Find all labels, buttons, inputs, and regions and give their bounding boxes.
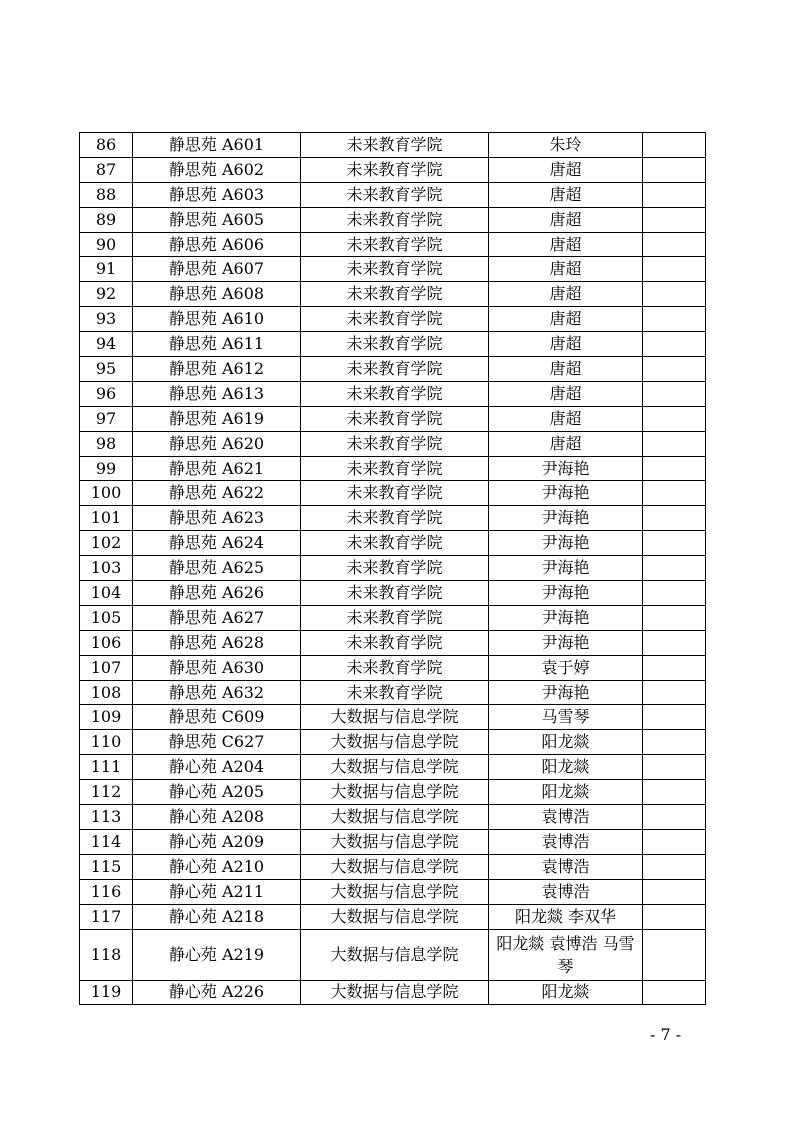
row-number-cell: 115 xyxy=(80,854,133,879)
table-row xyxy=(80,232,706,257)
roster-table xyxy=(79,132,706,1005)
person-cell: 朱玲 xyxy=(489,133,643,158)
row-number-cell: 89 xyxy=(80,207,133,232)
college-cell: 大数据与信息学院 xyxy=(301,780,489,805)
room-cell: 静思苑 A630 xyxy=(133,655,301,680)
room-cell: 静思苑 A620 xyxy=(133,431,301,456)
person-cell: 阳龙燚 xyxy=(489,780,643,805)
college-cell: 未来教育学院 xyxy=(301,556,489,581)
row-number-cell: 96 xyxy=(80,381,133,406)
person-cell: 袁于婷 xyxy=(489,655,643,680)
row-number-cell: 98 xyxy=(80,431,133,456)
note-cell xyxy=(643,282,706,307)
college-cell: 大数据与信息学院 xyxy=(301,730,489,755)
room-cell: 静思苑 A608 xyxy=(133,282,301,307)
person-cell: 尹海艳 xyxy=(489,506,643,531)
table-row xyxy=(80,332,706,357)
row-number-cell: 99 xyxy=(80,456,133,481)
row-number-cell: 90 xyxy=(80,232,133,257)
room-cell: 静思苑 A606 xyxy=(133,232,301,257)
person-cell: 袁博浩 xyxy=(489,829,643,854)
person-cell: 尹海艳 xyxy=(489,581,643,606)
room-cell: 静思苑 A610 xyxy=(133,307,301,332)
person-cell: 唐超 xyxy=(489,381,643,406)
college-cell: 大数据与信息学院 xyxy=(301,854,489,879)
person-cell: 尹海艳 xyxy=(489,680,643,705)
person-cell: 阳龙燚 李双华 xyxy=(489,904,643,929)
table-row xyxy=(80,556,706,581)
note-cell xyxy=(643,481,706,506)
row-number-cell: 100 xyxy=(80,481,133,506)
row-number-cell: 104 xyxy=(80,581,133,606)
college-cell: 未来教育学院 xyxy=(301,406,489,431)
table-row xyxy=(80,357,706,382)
note-cell xyxy=(643,406,706,431)
college-cell: 未来教育学院 xyxy=(301,133,489,158)
room-cell: 静思苑 A602 xyxy=(133,157,301,182)
note-cell xyxy=(643,332,706,357)
row-number-cell: 109 xyxy=(80,705,133,730)
person-cell: 唐超 xyxy=(489,207,643,232)
row-number-cell: 118 xyxy=(80,929,133,980)
table-row xyxy=(80,406,706,431)
table-row xyxy=(80,381,706,406)
row-number-cell: 93 xyxy=(80,307,133,332)
table-row xyxy=(80,182,706,207)
note-cell xyxy=(643,755,706,780)
note-cell xyxy=(643,133,706,158)
person-cell: 唐超 xyxy=(489,307,643,332)
table-row xyxy=(80,929,706,980)
table-row xyxy=(80,207,706,232)
college-cell: 大数据与信息学院 xyxy=(301,980,489,1005)
row-number-cell: 112 xyxy=(80,780,133,805)
row-number-cell: 119 xyxy=(80,980,133,1005)
college-cell: 未来教育学院 xyxy=(301,157,489,182)
table-row xyxy=(80,655,706,680)
room-cell: 静思苑 C609 xyxy=(133,705,301,730)
note-cell xyxy=(643,207,706,232)
person-cell: 唐超 xyxy=(489,431,643,456)
room-cell: 静思苑 A601 xyxy=(133,133,301,158)
room-cell: 静思苑 A612 xyxy=(133,357,301,382)
table-row xyxy=(80,980,706,1005)
room-cell: 静心苑 A205 xyxy=(133,780,301,805)
table-row xyxy=(80,805,706,830)
room-cell: 静思苑 A626 xyxy=(133,581,301,606)
row-number-cell: 105 xyxy=(80,605,133,630)
note-cell xyxy=(643,531,706,556)
row-number-cell: 111 xyxy=(80,755,133,780)
room-cell: 静心苑 A209 xyxy=(133,829,301,854)
college-cell: 未来教育学院 xyxy=(301,531,489,556)
note-cell xyxy=(643,431,706,456)
row-number-cell: 117 xyxy=(80,904,133,929)
college-cell: 未来教育学院 xyxy=(301,381,489,406)
college-cell: 未来教育学院 xyxy=(301,332,489,357)
college-cell: 未来教育学院 xyxy=(301,232,489,257)
college-cell: 大数据与信息学院 xyxy=(301,904,489,929)
college-cell: 未来教育学院 xyxy=(301,257,489,282)
row-number-cell: 107 xyxy=(80,655,133,680)
room-cell: 静心苑 A219 xyxy=(133,929,301,980)
table-row xyxy=(80,705,706,730)
room-cell: 静思苑 A605 xyxy=(133,207,301,232)
table-row xyxy=(80,755,706,780)
table-row xyxy=(80,730,706,755)
note-cell xyxy=(643,307,706,332)
note-cell xyxy=(643,705,706,730)
table-row xyxy=(80,307,706,332)
room-cell: 静思苑 A624 xyxy=(133,531,301,556)
note-cell xyxy=(643,506,706,531)
table-row xyxy=(80,481,706,506)
person-cell: 唐超 xyxy=(489,232,643,257)
row-number-cell: 87 xyxy=(80,157,133,182)
row-number-cell: 92 xyxy=(80,282,133,307)
note-cell xyxy=(643,630,706,655)
room-cell: 静思苑 A607 xyxy=(133,257,301,282)
table-row xyxy=(80,630,706,655)
college-cell: 未来教育学院 xyxy=(301,207,489,232)
room-cell: 静思苑 A628 xyxy=(133,630,301,655)
room-cell: 静心苑 A218 xyxy=(133,904,301,929)
college-cell: 未来教育学院 xyxy=(301,456,489,481)
row-number-cell: 94 xyxy=(80,332,133,357)
person-cell: 尹海艳 xyxy=(489,556,643,581)
room-cell: 静思苑 A623 xyxy=(133,506,301,531)
college-cell: 大数据与信息学院 xyxy=(301,879,489,904)
table-row xyxy=(80,431,706,456)
room-cell: 静思苑 A603 xyxy=(133,182,301,207)
room-cell: 静思苑 A625 xyxy=(133,556,301,581)
note-cell xyxy=(643,680,706,705)
person-cell: 袁博浩 xyxy=(489,879,643,904)
room-cell: 静心苑 A211 xyxy=(133,879,301,904)
table-row xyxy=(80,506,706,531)
table-row xyxy=(80,680,706,705)
note-cell xyxy=(643,157,706,182)
note-cell xyxy=(643,980,706,1005)
person-cell: 尹海艳 xyxy=(489,630,643,655)
college-cell: 未来教育学院 xyxy=(301,506,489,531)
roster-table-body xyxy=(80,133,706,1005)
table-row xyxy=(80,829,706,854)
table-row xyxy=(80,133,706,158)
table-row xyxy=(80,257,706,282)
row-number-cell: 113 xyxy=(80,805,133,830)
table-row xyxy=(80,854,706,879)
note-cell xyxy=(643,556,706,581)
college-cell: 未来教育学院 xyxy=(301,481,489,506)
page-number: - 7 - xyxy=(650,1025,682,1044)
note-cell xyxy=(643,357,706,382)
row-number-cell: 101 xyxy=(80,506,133,531)
note-cell xyxy=(643,605,706,630)
row-number-cell: 102 xyxy=(80,531,133,556)
row-number-cell: 103 xyxy=(80,556,133,581)
college-cell: 大数据与信息学院 xyxy=(301,705,489,730)
person-cell: 尹海艳 xyxy=(489,481,643,506)
table-row xyxy=(80,904,706,929)
person-cell: 唐超 xyxy=(489,357,643,382)
person-cell: 唐超 xyxy=(489,282,643,307)
note-cell xyxy=(643,879,706,904)
college-cell: 未来教育学院 xyxy=(301,630,489,655)
row-number-cell: 86 xyxy=(80,133,133,158)
college-cell: 未来教育学院 xyxy=(301,605,489,630)
note-cell xyxy=(643,257,706,282)
person-cell: 马雪琴 xyxy=(489,705,643,730)
person-cell: 阳龙燚 xyxy=(489,980,643,1005)
college-cell: 未来教育学院 xyxy=(301,655,489,680)
college-cell: 大数据与信息学院 xyxy=(301,929,489,980)
person-cell: 袁博浩 xyxy=(489,854,643,879)
room-cell: 静思苑 A613 xyxy=(133,381,301,406)
table-row xyxy=(80,879,706,904)
person-cell: 唐超 xyxy=(489,257,643,282)
note-cell xyxy=(643,780,706,805)
college-cell: 未来教育学院 xyxy=(301,282,489,307)
row-number-cell: 114 xyxy=(80,829,133,854)
college-cell: 未来教育学院 xyxy=(301,307,489,332)
note-cell xyxy=(643,904,706,929)
room-cell: 静思苑 A611 xyxy=(133,332,301,357)
row-number-cell: 95 xyxy=(80,357,133,382)
college-cell: 未来教育学院 xyxy=(301,431,489,456)
person-cell: 袁博浩 xyxy=(489,805,643,830)
room-cell: 静心苑 A204 xyxy=(133,755,301,780)
person-cell: 阳龙燚 袁博浩 马雪琴 xyxy=(489,929,643,980)
table-row xyxy=(80,581,706,606)
college-cell: 大数据与信息学院 xyxy=(301,755,489,780)
room-cell: 静思苑 C627 xyxy=(133,730,301,755)
note-cell xyxy=(643,730,706,755)
college-cell: 未来教育学院 xyxy=(301,680,489,705)
room-cell: 静心苑 A226 xyxy=(133,980,301,1005)
room-cell: 静思苑 A622 xyxy=(133,481,301,506)
row-number-cell: 106 xyxy=(80,630,133,655)
person-cell: 阳龙燚 xyxy=(489,730,643,755)
person-cell: 唐超 xyxy=(489,406,643,431)
note-cell xyxy=(643,182,706,207)
table-row xyxy=(80,780,706,805)
person-cell: 尹海艳 xyxy=(489,456,643,481)
person-cell: 尹海艳 xyxy=(489,531,643,556)
note-cell xyxy=(643,854,706,879)
note-cell xyxy=(643,456,706,481)
row-number-cell: 88 xyxy=(80,182,133,207)
room-cell: 静思苑 A621 xyxy=(133,456,301,481)
row-number-cell: 91 xyxy=(80,257,133,282)
college-cell: 未来教育学院 xyxy=(301,357,489,382)
person-cell: 尹海艳 xyxy=(489,605,643,630)
note-cell xyxy=(643,232,706,257)
table-row xyxy=(80,157,706,182)
person-cell: 唐超 xyxy=(489,182,643,207)
college-cell: 未来教育学院 xyxy=(301,581,489,606)
note-cell xyxy=(643,929,706,980)
row-number-cell: 108 xyxy=(80,680,133,705)
college-cell: 大数据与信息学院 xyxy=(301,805,489,830)
table-row xyxy=(80,456,706,481)
person-cell: 唐超 xyxy=(489,157,643,182)
room-cell: 静思苑 A627 xyxy=(133,605,301,630)
table-row xyxy=(80,282,706,307)
note-cell xyxy=(643,829,706,854)
room-cell: 静心苑 A210 xyxy=(133,854,301,879)
row-number-cell: 116 xyxy=(80,879,133,904)
person-cell: 唐超 xyxy=(489,332,643,357)
room-cell: 静心苑 A208 xyxy=(133,805,301,830)
note-cell xyxy=(643,655,706,680)
note-cell xyxy=(643,381,706,406)
note-cell xyxy=(643,581,706,606)
college-cell: 大数据与信息学院 xyxy=(301,829,489,854)
table-row xyxy=(80,531,706,556)
table-row xyxy=(80,605,706,630)
person-cell: 阳龙燚 xyxy=(489,755,643,780)
room-cell: 静思苑 A619 xyxy=(133,406,301,431)
row-number-cell: 97 xyxy=(80,406,133,431)
row-number-cell: 110 xyxy=(80,730,133,755)
room-cell: 静思苑 A632 xyxy=(133,680,301,705)
note-cell xyxy=(643,805,706,830)
college-cell: 未来教育学院 xyxy=(301,182,489,207)
